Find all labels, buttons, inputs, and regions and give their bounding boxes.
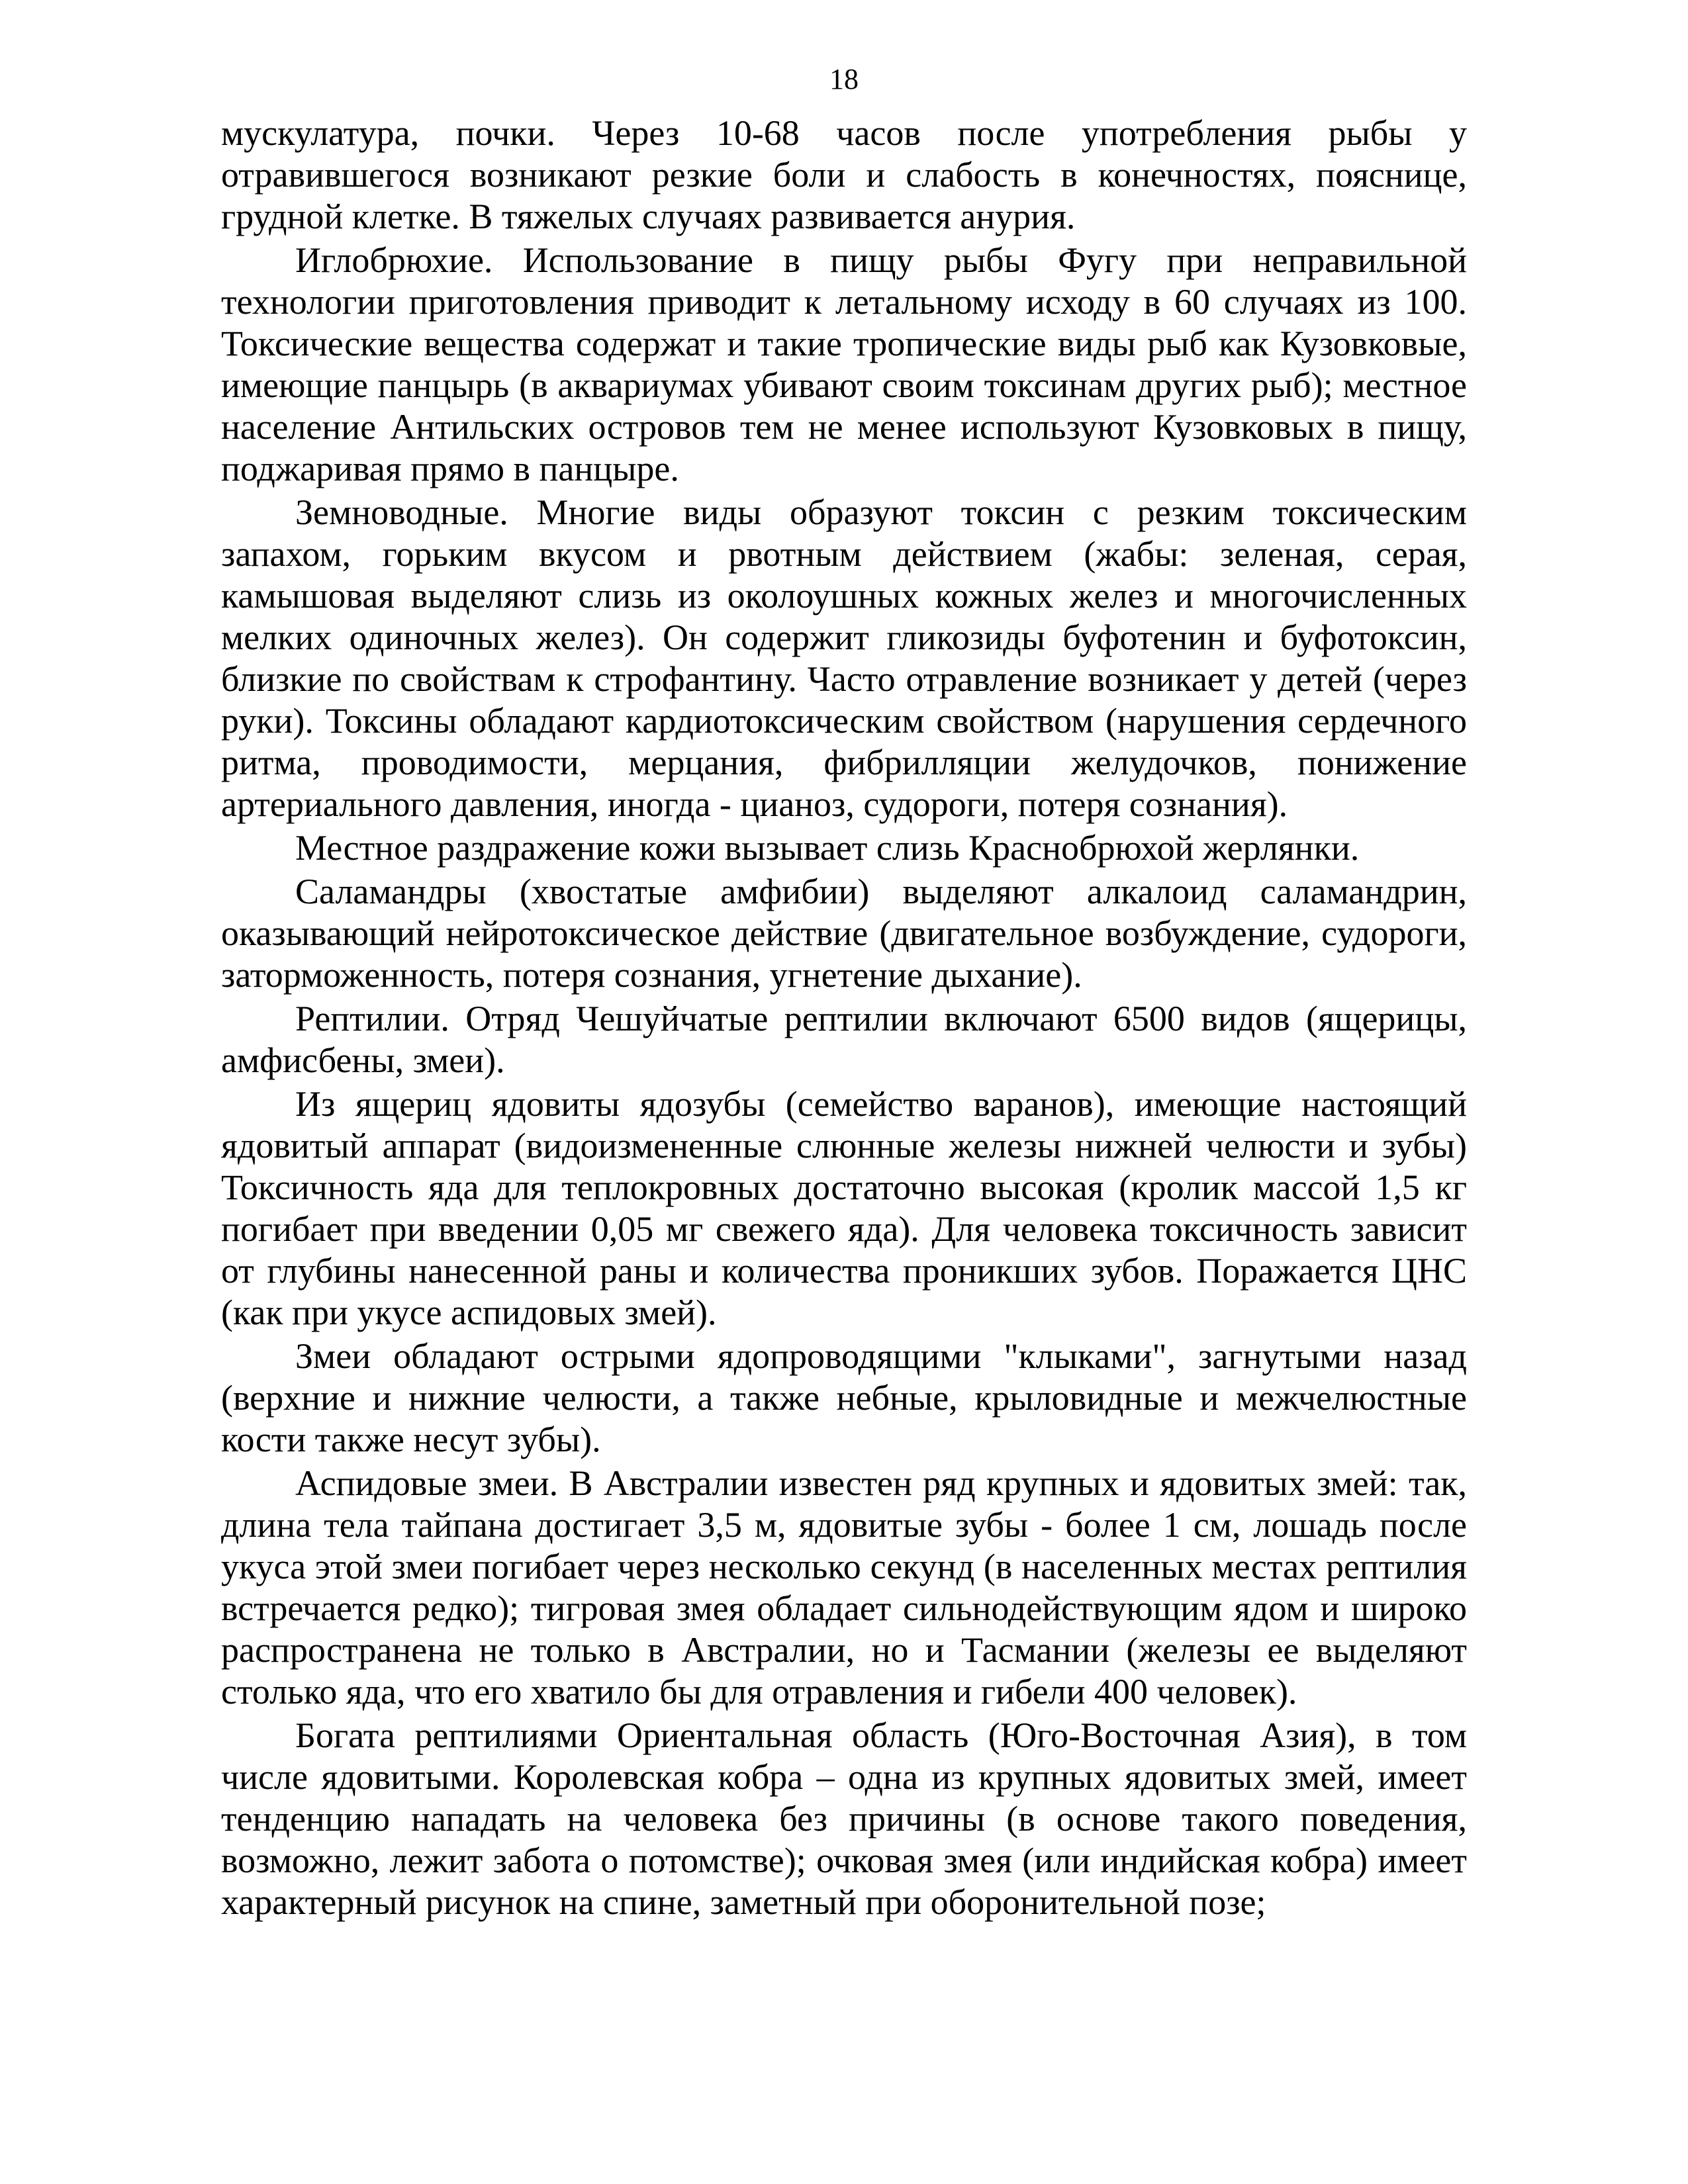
body-text bbox=[221, 113, 1467, 1923]
paragraph-reptiles: Рептилии. Отряд Чешуйчатые рептилии включают 6500 видов (ящерицы, амфисбены, змеи). bbox=[221, 999, 1467, 1080]
paragraph-snakes: Змеи обладают острыми ядопроводящими "клыками", загнутыми назад (верхние и нижние челюсти, а также небные, крыловидные и межчелюстные кости также несут зубы). bbox=[221, 1336, 1467, 1459]
paragraph-lizards: Из ящериц ядовиты ядозубы (семейство варанов), имеющие настоящий ядовитый аппарат (видоизмененные слюнные железы нижней челюсти и зубы) Токсичность яда для теплокровных достаточно высокая (кролик массой 1,5 кг погибает при введении 0,05 мг свежего яда). Для человека токсичность зависит от глубины нанесенной раны и количества проникших зубов. Поражается ЦНС (как при укусе аспидовых змей). bbox=[221, 1084, 1467, 1332]
paragraph-puffers: Иглобрюхие. Использование в пищу рыбы Фугу при неправильной технологии приготовления приводит к летальному исходу в 60 случаях из 100. Токсические вещества содержат и такие тропические виды рыб как Кузовковые, имеющие панцырь (в аквариумах убивают своим токсинам других рыб); местное население Антильских островов тем не менее используют Кузовковых в пищу, поджаривая прямо в панцыре. bbox=[221, 240, 1467, 488]
paragraph-oriental-region: Богата рептилиями Ориентальная область (Юго-Восточная Азия), в том числе ядовитыми. Королевская кобра – одна из крупных ядовитых змей, имеет тенденцию нападать на человека без причины (в основе такого поведения, возможно, лежит забота о потомстве); очковая змея (или индийская кобра) имеет характерный рисунок на спине, заметный при оборонительной позе; bbox=[221, 1715, 1467, 1922]
paragraph-amphibians: Земноводные. Многие виды образуют токсин с резким токсическим запахом, горьким вкусом и рвотным действием (жабы: зеленая, серая, камышовая выделяют слизь из околоушных кожных желез и многочисленных мелких одиночных желез). Он содержит гликозиды буфотенин и буфотоксин, близкие по свойствам к строфантину. Часто отравление возникает у детей (через руки). Токсины обладают кардиотоксическим свойством (нарушения сердечного ритма, проводимости, мерцания, фибрилляции желудочков, понижение артериального давления, иногда - цианоз, судороги, потеря сознания). bbox=[221, 492, 1467, 824]
page-number: 18 bbox=[829, 63, 859, 95]
paragraph-fire-bellied-toad: Местное раздражение кожи вызывает слизь Краснобрюхой жерлянки. bbox=[295, 828, 1360, 868]
paragraph-elapids: Аспидовые змеи. В Австралии известен ряд крупных и ядовитых змей: так, длина тела тайпана достигает 3,5 м, ядовитые зубы - более 1 см, лошадь после укуса этой змеи погибает через несколько секунд (в населенных местах рептилия встречается редко); тигровая змея обладает сильнодействующим ядом и широко распространена не только в Австралии, но и Тасмании (железы ее выделяют столько яда, что его хватило бы для отравления и гибели 400 человек). bbox=[221, 1463, 1467, 1711]
paragraph-salamanders: Саламандры (хвостатые амфибии) выделяют алкалоид саламандрин, оказывающий нейротоксическое действие (двигательное возбуждение, судороги, заторможенность, потеря сознания, угнетение дыхание). bbox=[221, 872, 1467, 995]
paragraph-continuation: мускулатура, почки. Через 10-68 часов после употребления рыбы у отравившегося возникают резкие боли и слабость в конечностях, пояснице, грудной клетке. В тяжелых случаях развивается анурия. bbox=[221, 113, 1467, 236]
